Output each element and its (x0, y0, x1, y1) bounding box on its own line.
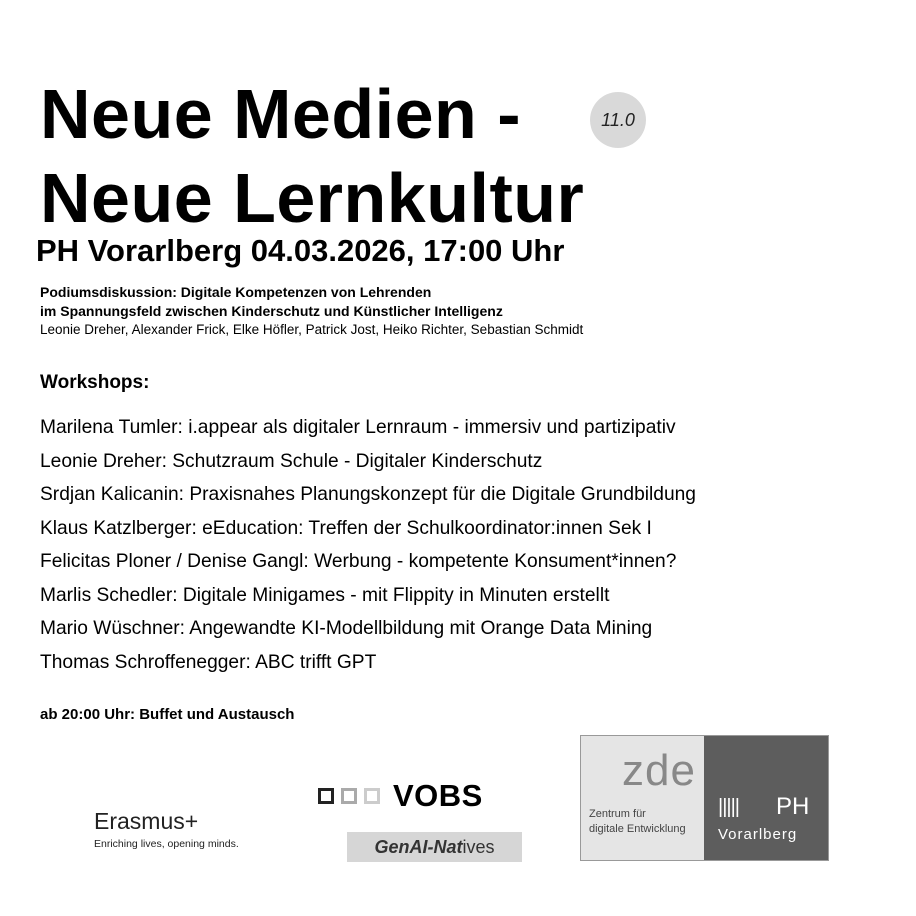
vobs-square-icon (364, 788, 380, 804)
zde-subtitle-2: digitale Entwicklung (589, 823, 686, 835)
zde-ph-logo (581, 736, 828, 860)
version-badge: 11.0 (590, 92, 646, 148)
vobs-square-icon (318, 788, 334, 804)
workshop-item: Felicitas Ploner / Denise Gangl: Werbung - kompetente Konsument*innen? (40, 551, 677, 572)
podium-line-2: im Spannungsfeld zwischen Kinderschutz und Künstlicher Intelligenz (40, 303, 503, 319)
ph-name: Vorarlberg (718, 826, 798, 843)
genai-natives-part2: ives (462, 836, 495, 857)
workshop-list (40, 411, 696, 679)
erasmus-tagline: Enriching lives, opening minds. (94, 838, 239, 850)
workshop-item: Klaus Katzlberger: eEducation: Treffen der Schulkoordinator:innen Sek I (40, 517, 652, 539)
ph-vorarlberg-logo (704, 736, 828, 860)
ph-bars-icon: ||||| (718, 796, 739, 818)
event-subtitle: PH Vorarlberg 04.03.2026, 17:00 Uhr (36, 233, 565, 268)
zde-subtitle-1: Zentrum für (589, 808, 646, 820)
genai-natives-part1: GenAI-Nat (374, 836, 463, 857)
vobs-square-icon (341, 788, 357, 804)
workshop-item: Leonie Dreher: Schutzraum Schule - Digitaler Kinderschutz (40, 450, 543, 472)
ph-abbr: PH (776, 793, 810, 820)
zde-logo (581, 736, 704, 860)
vobs-wordmark: VOBS (393, 778, 483, 813)
title-line-2: Neue Lernkultur (40, 159, 585, 237)
podium-line-1: Podiumsdiskussion: Digitale Kompetenzen von Lehrenden (40, 284, 432, 300)
buffet-note: ab 20:00 Uhr: Buffet und Austausch (40, 706, 295, 723)
workshop-item: Mario Wüschner: Angewandte KI-Modellbildung mit Orange Data Mining (40, 618, 653, 639)
workshop-item: Srdjan Kalicanin: Praxisnahes Planungskonzept für die Digitale Grundbildung (40, 484, 696, 505)
erasmus-logo: Erasmus+ (94, 808, 199, 834)
vobs-logo (318, 778, 483, 814)
workshop-item: Marilena Tumler: i.appear als digitaler Lernraum - immersiv und partizipativ (40, 417, 676, 438)
zde-wordmark: zde (622, 746, 696, 795)
genai-natives-logo (347, 832, 522, 862)
workshop-item: Thomas Schroffenegger: ABC trifft GPT (40, 651, 377, 673)
podium-panelists: Leonie Dreher, Alexander Frick, Elke Höfler, Patrick Jost, Heiko Richter, Sebastian Schmidt (40, 322, 584, 337)
title-line-1: Neue Medien - (40, 75, 522, 153)
workshop-item: Marlis Schedler: Digitale Minigames - mit Flippity in Minuten erstellt (40, 584, 610, 606)
workshops-heading: Workshops: (40, 372, 150, 393)
